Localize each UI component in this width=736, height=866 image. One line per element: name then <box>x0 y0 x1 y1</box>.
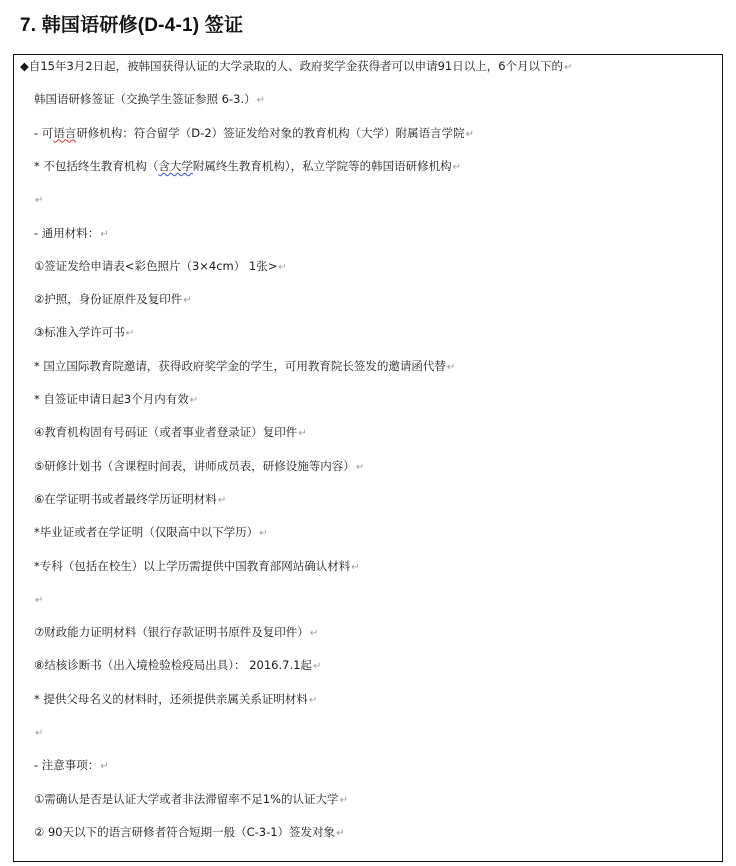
paragraph-mark-icon: ↵ <box>35 195 44 207</box>
paragraph-mark-icon: ↵ <box>189 395 199 406</box>
paragraph-mark-icon: ↵ <box>351 561 360 573</box>
paragraph-mark-icon: ↵ <box>35 728 44 739</box>
document-line: - 注意事项：↵ <box>34 758 109 773</box>
document-line: *专科（包括在校生）以上学历需提供中国教育部网站确认材料↵ <box>34 558 360 573</box>
document-line: ④教育机构固有号码证（或者事业者登录证）复印件↵ <box>34 425 307 440</box>
paragraph-mark-icon: ↵ <box>278 261 287 273</box>
document-line: 韩国语研修签证（交换学生签证参照 6-3.）↵ <box>34 92 265 107</box>
document-title: 7. 韩国语研修(D-4-1) 签证 <box>20 15 244 36</box>
document-line: - 通用材料：↵ <box>34 225 109 240</box>
paragraph-mark-icon: ↵ <box>183 295 192 307</box>
document-line: ⑥在学证明书或者最终学历证明材料↵ <box>34 491 227 506</box>
paragraph-mark-icon: ↵ <box>452 161 462 173</box>
paragraph-mark-icon: ↵ <box>355 461 365 473</box>
document-line: *毕业证或者在学证明（仅限高中以下学历）↵ <box>34 525 268 540</box>
document-line: ② 90天以下的语言研修者符合短期一般（C-3-1）签发对象↵ <box>34 824 345 839</box>
document-line: * 提供父母名义的材料时，还须提供亲属关系证明材料↵ <box>34 691 318 706</box>
document-line: ③标准入学许可书↵ <box>34 325 135 340</box>
document-line: ①需确认是否是认证大学或者非法滞留率不足1%的认证大学↵ <box>34 791 348 806</box>
paragraph-mark-icon: ↵ <box>259 528 268 540</box>
document-line: * 自签证申请日起3个月内有效↵ <box>34 392 199 406</box>
paragraph-mark-icon: ↵ <box>298 428 307 440</box>
document-line: ⑧结核诊断书（出入境检验检疫局出具）： 2016.7.1起↵ <box>34 658 322 673</box>
paragraph-mark-icon: ↵ <box>339 794 348 806</box>
document-line: ⑤研修计划书（含课程时间表，讲师成员表，研修设施等内容）↵ <box>34 458 365 473</box>
document-line: - 可语言研修机构：符合留学（D-2）签证发给对象的教育机构（大学）附属语言学院↵ <box>34 125 475 140</box>
document-line: * 不包括终生教育机构（含大学附属终生教育机构），私立学院等的韩国语研修机构↵ <box>34 158 462 173</box>
paragraph-mark-icon: ↵ <box>35 594 44 606</box>
document-line: ◆自15年3月2日起，被韩国获得认证的大学录取的人、政府奖学金获得者可以申请91日以上，6个月以下的↵ <box>20 59 573 73</box>
document-line: ①签证发给申请表<彩色照片（3×4cm） 1张>↵ <box>34 258 287 273</box>
document-line: * 国立国际教育院邀请，获得政府奖学金的学生，可用教育院长签发的邀请函代替↵ <box>34 358 456 373</box>
paragraph-mark-icon: ↵ <box>564 62 573 73</box>
document-line <box>34 191 43 209</box>
document-line <box>34 724 43 742</box>
paragraph-mark-icon: ↵ <box>309 628 319 640</box>
paragraph-mark-icon: ↵ <box>125 328 135 340</box>
paragraph-mark-icon: ↵ <box>308 694 318 706</box>
document-line <box>34 591 43 609</box>
document-line: ⑦财政能力证明材料（银行存款证明书原件及复印件）↵ <box>34 625 319 640</box>
paragraph-mark-icon: ↵ <box>336 827 345 839</box>
paragraph-mark-icon: ↵ <box>465 128 475 140</box>
paragraph-mark-icon: ↵ <box>217 494 227 506</box>
content-frame <box>13 54 723 862</box>
paragraph-mark-icon: ↵ <box>446 361 456 373</box>
paragraph-mark-icon: ↵ <box>100 228 109 240</box>
paragraph-mark-icon: ↵ <box>312 661 322 673</box>
document-line: ②护照，身份证原件及复印件↵ <box>34 292 192 307</box>
paragraph-mark-icon: ↵ <box>256 95 265 107</box>
paragraph-mark-icon: ↵ <box>100 761 109 773</box>
